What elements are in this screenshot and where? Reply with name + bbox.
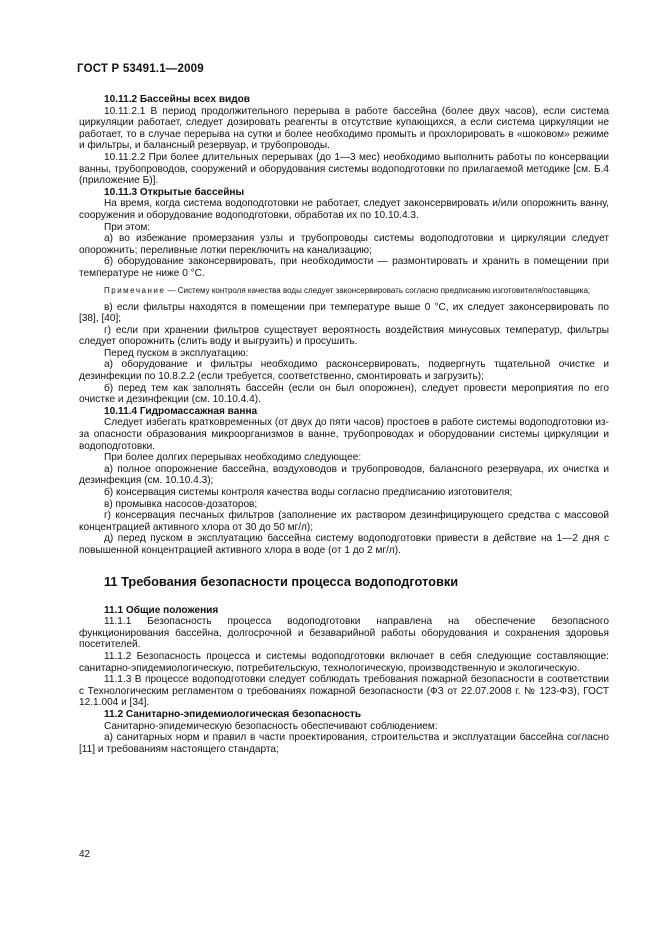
list-item: а) санитарных норм и правил в части проектирования, строительства и эксплуатации бассейна согласно [11] и требованиям настоящего стандарта; — [79, 732, 609, 755]
document-header: ГОСТ Р 53491.1—2009 — [77, 63, 204, 75]
subsection-heading: 10.11.2 Бассейны всех видов — [104, 94, 251, 105]
list-item: г) если при хранении фильтров существует вероятность воздействия минусовых температур, фильтры следует опорожнить (слить воду и выгрузить) и просушить. — [79, 324, 609, 348]
note — [79, 285, 609, 296]
note-text: — Систему контроля качества воды следует законсервировать согласно предписанию изготовителя/поставщика; — [165, 285, 591, 295]
note-label: Примечание — [104, 285, 166, 295]
list-item: а) оборудование и фильтры необходимо расконсервировать, подвергнуть тщательной очистке и дезинфекции по 10.8.2.2 (если требуется, соответственно, смонтировать и загрузить); — [79, 359, 609, 383]
subsection-heading: 10.11.3 Открытые бассейны — [104, 186, 245, 198]
document-body — [79, 94, 609, 755]
paragraph: 11.1.1 Безопасность процесса водоподготовки направлена на обеспечение безопасного функционирования бассейна, долгосрочной и безаварийной работы оборудования и сохранения здоровья посетителей. — [79, 616, 609, 651]
paragraph: Санитарно-эпидемическую безопасность обеспечивают соблюдением: — [104, 720, 438, 732]
list-item: в) промывка насосов-дозаторов; — [104, 498, 258, 510]
paragraph: 11.1.2 Безопасность процесса и системы водоподготовки включает в себя следующие составляющие: санитарно-эпидемиологическую, потребительскую, технологическую, производственную и экологическую. — [79, 650, 609, 674]
section-heading: 11 Требования безопасности процесса водоподготовки — [104, 573, 459, 589]
list-item: г) консервация песчаных фильтров (заполнение их раствором дезинфицирующего средства с массовой концентрацией активного хлора от 30 до 50 мг/л); — [79, 510, 609, 533]
paragraph: При более долгих перерывах необходимо следующее: — [104, 452, 362, 464]
subsection-heading: 11.1 Общие положения — [104, 604, 219, 616]
list-item: б) консервация системы контроля качества воды согласно предписанию изготовителя; — [104, 487, 513, 498]
subsection-heading: 10.11.4 Гидромассажная ванна — [104, 405, 258, 417]
list-item: б) оборудование законсервировать, при необходимости — размонтировать и хранить в помещении при температуре не ниже 0 °С. — [79, 256, 609, 279]
list-item: в) если фильтры находятся в помещении при температуре выше 0 °С, их следует законсервировать по [38], [40]; — [79, 301, 609, 325]
list-item: б) перед тем как заполнять бассейн (если он был опорожнен), следует провести мероприятия по его очистке и дезинфекции (см. 10.10.4.4). — [79, 382, 609, 406]
paragraph: Перед пуском в эксплуатацию: — [104, 347, 249, 359]
paragraph: 10.11.2.1 В период продолжительного перерыва в работе бассейна (более двух часов), если система циркуляции работает, следует дозировать реагенты в отсутствие купающихся, а если система циркуляции не работает, то в случае перерыва на сутки и более необходимо промыть и прохлорировать в «шоковом» режиме и фильтры, и балансный резервуар, и трубопроводы. — [79, 105, 609, 152]
paragraph: 10.11.2.2 При более длительных перерывах (до 1—3 мес) необходимо выполнить работы по консервации ванны, трубопроводов, сооружений и оборудования системы водоподготовки по прилагаемой методике [см. Б.4 (приложение Б)]. — [79, 151, 609, 187]
subsection-heading: 11.2 Санитарно-эпидемиологическая безопасность — [104, 708, 362, 720]
page-number: 42 — [79, 849, 91, 860]
paragraph: При этом: — [104, 221, 151, 233]
list-item: а) во избежание промерзания узлы и трубопроводы системы водоподготовки и циркуляции следует опорожнить; переливные лотки переключить на канализацию; — [79, 233, 609, 256]
paragraph: Следует избегать кратковременных (от двух до пяти часов) простоев в работе системы водоподготовки из-за опасности образования микроорганизмов в ванне, трубопроводах и оборудовании системы циркуляции и водоподготовки. — [79, 417, 609, 452]
paragraph: На время, когда система водоподготовки не работает, следует законсервировать и/или опорожнить ванну, сооружения и оборудование водоподготовки, обработав их по 10.10.4.3. — [79, 198, 609, 221]
paragraph: 11.1.3 В процессе водоподготовки следует соблюдать требования пожарной безопасности в соответствии с Технологическим регламентом о требованиях пожарной безопасности (ФЗ от 22.07.2008 г. № 123-ФЗ), ГОСТ 12.1.004 и [34]. — [79, 674, 609, 709]
list-item: а) полное опорожнение бассейна, воздуховодов и трубопроводов, балансного резервуара, их очистка и дезинфекция (см. 10.10.4.3); — [79, 463, 609, 487]
list-item: д) перед пуском в эксплуатацию бассейна систему водоподготовки привести в действие на 1—2 дня с повышенной концентрацией активного хлора в воде (от 1 до 2 мг/л). — [79, 533, 609, 556]
